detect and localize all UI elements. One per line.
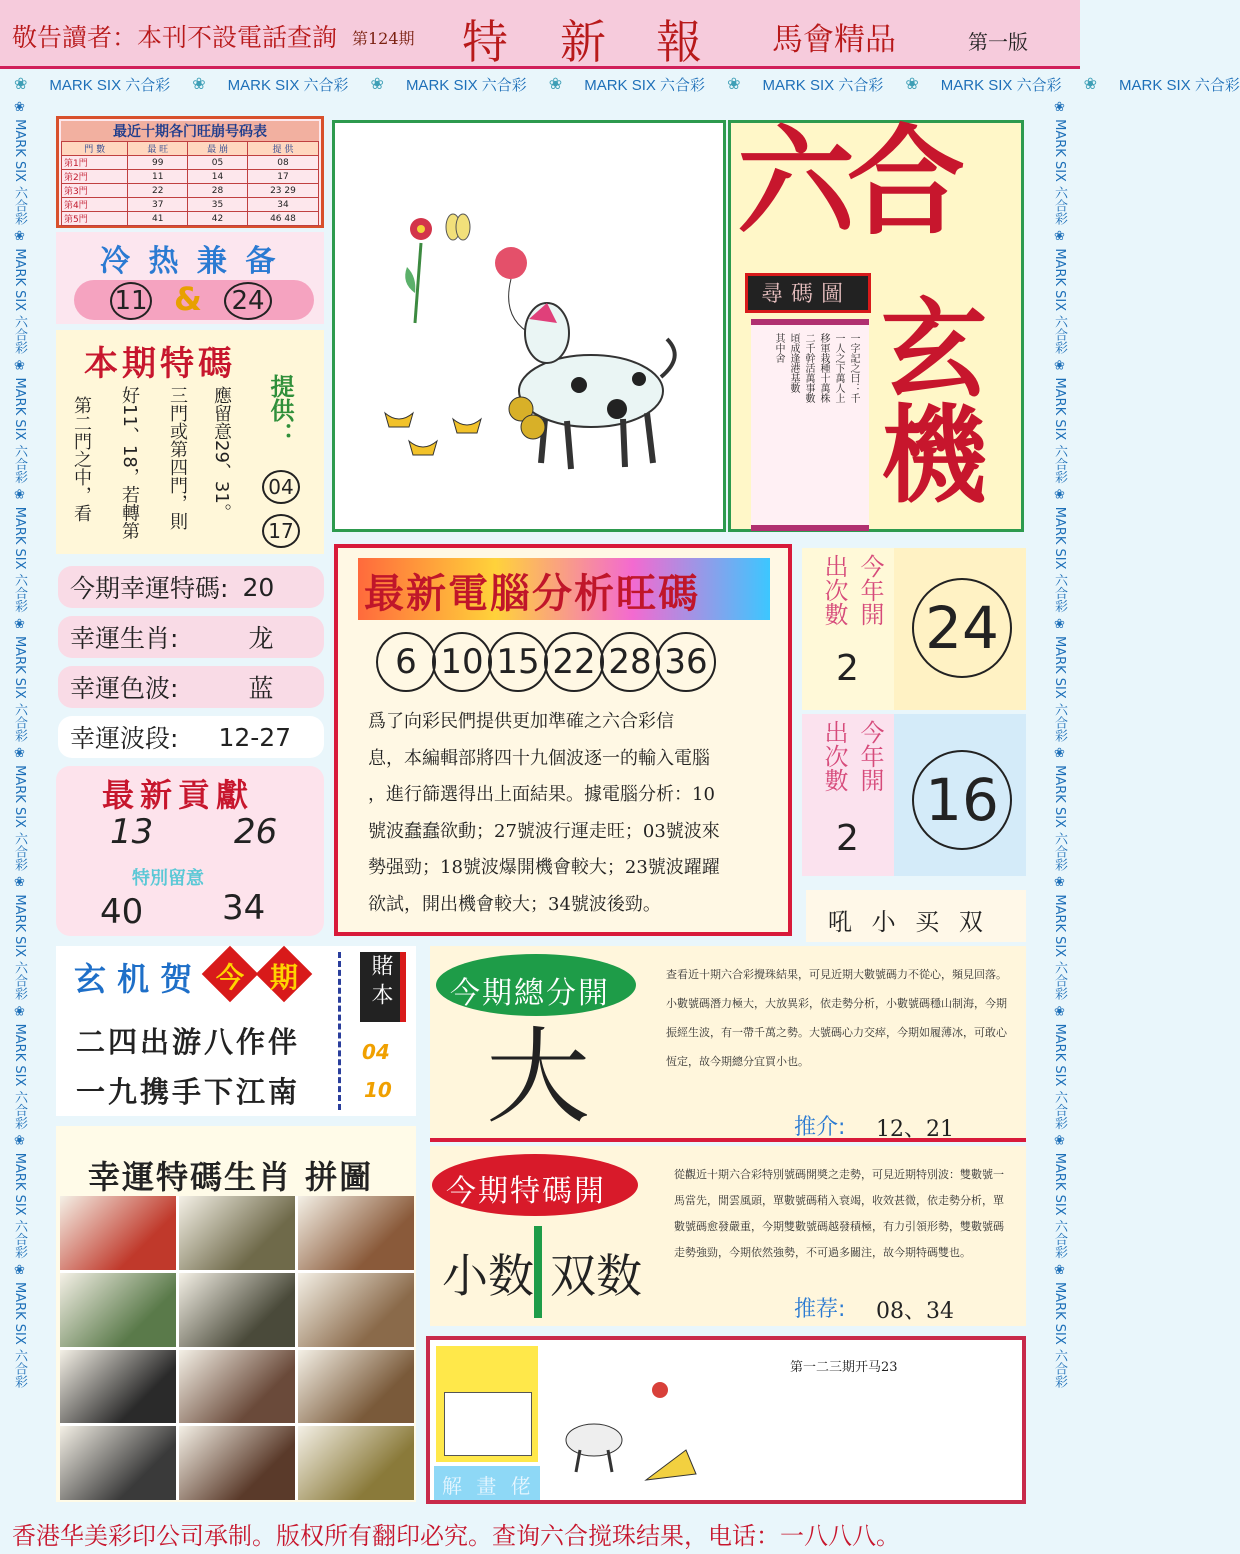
chuci-number: 24 [912, 578, 1012, 678]
header-edition: 第一版 [968, 30, 1028, 54]
tema-divider [534, 1226, 542, 1318]
side-band-text: MARK SIX 六合彩 [12, 1281, 27, 1388]
side-band-text: MARK SIX 六合彩 [1052, 119, 1067, 226]
brand-band-text: MARK SIX 六合彩 [584, 76, 706, 94]
flower-icon: ❀ [1052, 1000, 1067, 1024]
lucky-label: 幸運色波: [70, 674, 179, 703]
chuci-panel-2 [802, 714, 1026, 876]
zongfen-panel [430, 946, 1026, 1142]
table-row [62, 212, 319, 226]
masthead-char-1: 特 [462, 15, 508, 69]
special-line-1: 應留意29、31。 [211, 386, 232, 522]
table-cell: 第5門 [62, 212, 128, 226]
lucky-label: 幸運生肖: [70, 624, 179, 653]
flower-icon: ❀ [727, 76, 741, 93]
puzzle-tile [298, 1426, 414, 1500]
table-cell: 08 [247, 156, 318, 170]
computer-text-line: 號波蠢蠢欲動；27號波行運走旺；03號波來 [368, 820, 720, 842]
special-line-3: 好11、18，若轉第 [119, 386, 140, 540]
dog-drawing [335, 123, 723, 529]
flower-icon: ❀ [1052, 741, 1067, 766]
flower-icon: ❀ [12, 354, 27, 378]
scroll-line: 一字記之曰：千 [848, 333, 859, 403]
table-header: 門 數 [62, 142, 128, 156]
puzzle-tile [298, 1273, 414, 1347]
brand-band-text: MARK SIX 六合彩 [49, 76, 171, 94]
special-line-4: 第二門之中，看 [71, 396, 92, 522]
scroll-line: 其中舍 [773, 333, 784, 363]
computer-text-line: 息，本編輯部將四十九個波逐一的輸入電腦 [368, 747, 710, 769]
ox-drawing [550, 1350, 700, 1500]
side-band-text: MARK SIX 六合彩 [1052, 377, 1067, 484]
tema-rec: 08、34 [876, 1299, 954, 1324]
brand-band-text: MARK SIX 六合彩 [227, 76, 349, 94]
table-cell: 14 [188, 170, 248, 184]
flower-icon: ❀ [192, 76, 206, 93]
liuhe-panel [728, 112, 1024, 532]
zongfen-big: 大 [486, 1016, 591, 1138]
flower-icon: ❀ [12, 225, 27, 249]
side-band-text: MARK SIX 六合彩 [12, 506, 27, 613]
liuhe-title-2: 玄機 [864, 293, 989, 505]
side-band-text: MARK SIX 六合彩 [1052, 1023, 1067, 1130]
table-cell: 第1門 [62, 156, 128, 170]
hotcold-title: 冷 热 兼 备 [100, 244, 280, 279]
brand-band-text: MARK SIX 六合彩 [1119, 76, 1240, 94]
table-row [62, 170, 319, 184]
computer-text-line: 欲試，開出機會較大；34號波後勁。 [368, 893, 661, 915]
special-num-2: 17 [262, 514, 300, 548]
table-row [62, 156, 319, 170]
computer-text-line: 勢强勁；18號波爆開機會較大；23號波躍躍 [368, 857, 720, 878]
table-cell: 17 [247, 170, 318, 184]
xuanji-title: 玄 机 贺 [74, 960, 193, 998]
header-notice: 敬告讀者：本刊不設電話查詢 [12, 23, 338, 52]
hint-text: 吼 小 买 双 [828, 908, 989, 936]
brand-band-text: MARK SIX 六合彩 [940, 76, 1062, 94]
flower-icon: ❀ [548, 76, 563, 93]
lucky-label: 今期幸運特碼: [70, 574, 229, 603]
table-cell: 05 [188, 156, 248, 170]
contrib-num-4: 34 [222, 888, 266, 928]
lucky-value: 20 [242, 572, 275, 602]
table-header: 最 崩 [188, 142, 248, 156]
footer-text: 香港华美彩印公司承制。版权所有翻印必究。查询六合搅珠结果，电话：一八八八。 [12, 1522, 900, 1550]
flower-icon: ❀ [1052, 1258, 1067, 1282]
tema-rec-label: 推荐: [794, 1297, 846, 1322]
lucky-row-4 [58, 716, 324, 758]
contrib-note: 特別留意 [132, 868, 204, 889]
side-band-text: MARK SIX 六合彩 [12, 765, 27, 872]
lucky-label: 幸運波段: [70, 724, 179, 753]
table-cell: 28 [188, 184, 248, 198]
diamond-1-text: 今 [216, 961, 245, 994]
chuci-count: 2 [836, 818, 859, 859]
xuanji-panel [56, 946, 416, 1116]
issue-number: 第124期 [352, 29, 415, 48]
drawing-panel [332, 120, 726, 532]
hint-panel [806, 890, 1026, 942]
side-band-text: MARK SIX 六合彩 [1052, 1152, 1067, 1259]
computer-number: 15 [488, 632, 548, 692]
bottom-note: 第一二三期开马23 [790, 1360, 898, 1375]
table-cell: 37 [128, 198, 188, 212]
flower-icon: ❀ [14, 76, 28, 93]
liuhe-tag: 尋碼圖 [761, 282, 852, 307]
special-line-2: 三門或第四門，則 [167, 386, 188, 530]
flower-icon: ❀ [1083, 76, 1097, 93]
scroll-line: 一人之下萬人上 [833, 333, 844, 403]
lucky-value: 龙 [248, 624, 274, 653]
brand-band-text: MARK SIX 六合彩 [762, 76, 884, 94]
puzzle-grid [60, 1196, 414, 1500]
side-band-text: MARK SIX 六合彩 [12, 1152, 27, 1259]
lucky-row-2 [58, 616, 324, 658]
zongfen-label: 今期總分開 [450, 976, 610, 1011]
dog-icon [519, 303, 675, 469]
puzzle-tile [60, 1196, 176, 1270]
flower-icon: ❀ [1052, 612, 1067, 636]
computer-number: 36 [656, 632, 716, 692]
contrib-num-1: 13 [110, 812, 154, 852]
flower-icon: ❀ [12, 1129, 27, 1153]
flower-icon: ❀ [1052, 871, 1067, 895]
flower-icon: ❀ [1052, 354, 1067, 378]
gold-ingot-icon [385, 413, 481, 455]
side-band-text: MARK SIX 六合彩 [12, 248, 27, 355]
cartoon-label: 解 畫 佬 [442, 1474, 535, 1498]
chuci-number: 16 [912, 750, 1012, 850]
special-provide: 提供： [266, 374, 294, 446]
xuanji-line-2: 一九携手下江南 [76, 1075, 301, 1109]
contrib-title: 最新貢獻 [102, 776, 255, 814]
flower-icon: ❀ [12, 871, 27, 895]
brand-band [0, 70, 1240, 98]
puzzle-title: 幸運特碼生肖 拼圖 [88, 1158, 374, 1196]
contrib-num-3: 40 [100, 892, 144, 932]
lucky-row-1 [58, 566, 324, 608]
table-cell: 第2門 [62, 170, 128, 184]
table-cell: 第4門 [62, 198, 128, 212]
chuci-label-a: 出次數 [820, 554, 848, 626]
hotcold-num-2: 24 [224, 282, 272, 320]
zongfen-rec: 12、21 [876, 1117, 954, 1142]
header-subtitle: 馬會精品 [772, 22, 896, 58]
computer-text-line: 爲了向彩民們提供更加準確之六合彩信 [368, 711, 674, 732]
puzzle-tile [179, 1273, 295, 1347]
brand-band-text: MARK SIX 六合彩 [405, 76, 527, 94]
chuci-label-a: 出次數 [820, 720, 848, 792]
flower-icon: ❀ [12, 1258, 27, 1282]
table-cell: 23 29 [247, 184, 318, 198]
flower-icon: ❀ [1052, 483, 1067, 507]
side-band-text: MARK SIX 六合彩 [1052, 894, 1067, 1001]
computer-text-line: ，進行篩選得出上面結果。據電腦分析：10 [368, 784, 715, 805]
zongfen-text: 查看近十期六合彩攪珠結果，可見近期大數號碼力不從心，頻見回落。小數號碼潛力極大，大放異彩，依走勢分析，小數號碼穩山制海，今期振經生波，有一帶千萬之勢。大號碼心力交瘁，今期如履薄冰，可敢心恆定，故今期總分宜買小也。 [666, 968, 1007, 1068]
liuhe-title-1: 六合 [737, 112, 958, 251]
side-band-text: MARK SIX 六合彩 [1052, 248, 1067, 355]
scroll-line: 頃成逢港基數 [788, 333, 799, 393]
puzzle-tile [60, 1273, 176, 1347]
xuanji-line-1: 二四出游八作伴 [76, 1025, 301, 1059]
computer-number: 28 [600, 632, 660, 692]
masthead-char-2: 新 [560, 15, 606, 69]
side-band-text: MARK SIX 六合彩 [12, 894, 27, 1001]
table-cell: 42 [188, 212, 248, 226]
special-title: 本期特碼 [84, 344, 236, 384]
xuanji-side-label: 賭 本 [368, 954, 393, 1005]
side-band-text: MARK SIX 六合彩 [12, 119, 27, 226]
hotcold-num-1: 11 [110, 282, 152, 320]
computer-text [368, 704, 778, 923]
computer-number: 6 [376, 632, 436, 692]
chuci-label-b: 今年開 [856, 554, 884, 626]
side-band-text: MARK SIX 六合彩 [12, 377, 27, 484]
table-title: 最近十期各门旺崩号码表 [61, 121, 319, 141]
table-cell: 35 [188, 198, 248, 212]
flower-icon: ❀ [12, 483, 27, 507]
xuanji-num-1: 04 [362, 1040, 390, 1064]
zongfen-rec-label: 推介: [794, 1115, 846, 1140]
flower-icon [405, 218, 432, 323]
table-cell: 11 [128, 170, 188, 184]
flower-icon: ❀ [1052, 1129, 1067, 1153]
flower-icon: ❀ [12, 1000, 27, 1024]
side-band-text: MARK SIX 六合彩 [1052, 765, 1067, 872]
footer [0, 1510, 1080, 1554]
puzzle-tile [298, 1350, 414, 1424]
computer-number: 22 [544, 632, 604, 692]
side-band-text: MARK SIX 六合彩 [1052, 506, 1067, 613]
scroll-line: 二千幹活萬事數 [803, 333, 814, 403]
flower-icon: ❀ [1052, 100, 1067, 120]
tema-panel [430, 1146, 1026, 1326]
lucky-row-3 [58, 666, 324, 708]
flower-icon: ❀ [12, 741, 27, 766]
computer-title: 最新電腦分析旺碼 [364, 570, 700, 617]
side-band-text: MARK SIX 六合彩 [12, 1023, 27, 1130]
chuci-label-b: 今年開 [856, 720, 884, 792]
table-header: 最 旺 [128, 142, 188, 156]
door-table [61, 141, 319, 226]
door-table-panel [56, 116, 324, 228]
special-panel [56, 330, 324, 554]
puzzle-tile [179, 1196, 295, 1270]
table-cell: 41 [128, 212, 188, 226]
chuci-panel-1 [802, 548, 1026, 710]
side-band-right [1046, 100, 1072, 1510]
scroll-line: 移軍栽種十萬株 [818, 333, 829, 403]
side-band-left [6, 100, 32, 1510]
table-row [62, 198, 319, 212]
puzzle-tile [298, 1196, 414, 1270]
computer-numbers [380, 632, 716, 692]
chuci-count: 2 [836, 648, 859, 689]
flower-icon: ❀ [12, 100, 27, 120]
scroll-text [761, 333, 861, 483]
puzzle-tile [60, 1350, 176, 1424]
lucky-value: 12-27 [218, 722, 292, 752]
special-num-1: 04 [262, 470, 300, 504]
table-cell: 99 [128, 156, 188, 170]
table-cell: 第3門 [62, 184, 128, 198]
contrib-panel [56, 766, 324, 936]
flower-icon: ❀ [370, 76, 384, 93]
table-cell: 46 48 [247, 212, 318, 226]
diamond-2-text: 期 [270, 961, 299, 994]
flower-icon: ❀ [1052, 225, 1067, 249]
puzzle-panel [56, 1126, 416, 1502]
table-cell: 22 [128, 184, 188, 198]
tema-right: 双数 [550, 1249, 642, 1303]
puzzle-tile [60, 1426, 176, 1500]
puzzle-tile [179, 1426, 295, 1500]
butterfly-icon [446, 214, 470, 240]
masthead-char-3: 報 [656, 15, 702, 69]
xuanji-num-2: 10 [364, 1078, 392, 1102]
computer-panel [334, 544, 792, 936]
tema-left: 小数 [442, 1249, 534, 1303]
tema-text: 從觀近十期六合彩特別號碼開奬之走勢，可見近期特別波：雙數號一馬當先，閒雲風頭，單數號碼稍入衰竭，收效甚微，依走勢分析，單數號碼愈發嚴重，今期雙數號碼越發積極，有力引領形勢，雙數號碼走勢強勁，今期依然強勢，不可過多關注，故今期特碼雙也。 [674, 1168, 1004, 1259]
side-band-text: MARK SIX 六合彩 [1052, 635, 1067, 742]
side-band-text: MARK SIX 六合彩 [12, 635, 27, 742]
xuanji-divider [338, 952, 341, 1110]
puzzle-tile [179, 1350, 295, 1424]
flower-icon: ❀ [905, 76, 919, 93]
hotcold-amp: & [174, 280, 202, 318]
flower-icon: ❀ [12, 612, 27, 636]
table-header: 提 供 [247, 142, 318, 156]
bottom-panel [426, 1336, 1026, 1504]
lucky-value: 蓝 [248, 674, 274, 703]
hotcold-panel [56, 232, 324, 324]
header-bar [0, 0, 1080, 69]
computer-number: 10 [432, 632, 492, 692]
table-row [62, 184, 319, 198]
tema-label: 今期特碼開 [446, 1174, 606, 1209]
side-band-text: MARK SIX 六合彩 [1052, 1281, 1067, 1388]
contrib-num-2: 26 [234, 812, 278, 852]
book-page [444, 1392, 532, 1456]
table-cell: 34 [247, 198, 318, 212]
